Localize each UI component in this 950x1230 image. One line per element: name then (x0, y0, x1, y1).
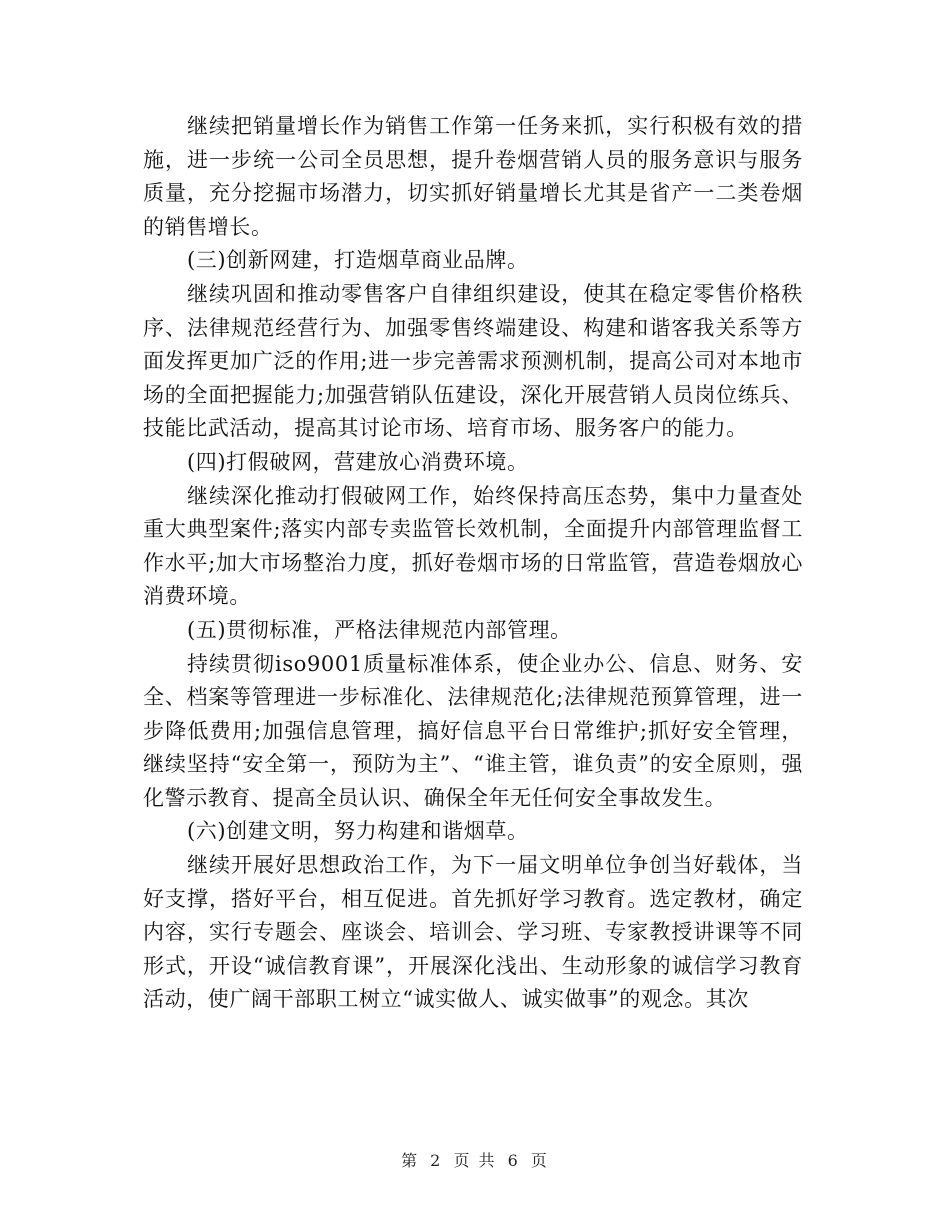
body-paragraph: 继续把销量增长作为销售工作第一任务来抓，实行积极有效的措施，进一步统一公司全员思想，提升卷烟营销人员的服务意识与服务质量，充分挖掘市场潜力，切实抓好销量增长尤其是省产一二类卷烟的销售增长。 (143, 114, 803, 239)
section-heading: (三)创新网建，打造烟草商业品牌。 (187, 248, 529, 273)
footer-prefix: 第 (401, 1151, 420, 1170)
body-paragraph: 继续开展好思想政治工作，为下一届文明单位争创当好载体，当好支撑，搭好平台，相互促进。首先抓好学习教育。选定教材，确定内容，实行专题会、座谈会、培训会、学习班、专家教授讲课等不同形式，开设“诚信教育课”，开展深化浅出、生动形象的诚信学习教育活动，使广阔干部职工树立“诚实做人、诚实做事”的观念。其次 (143, 853, 803, 1012)
page-footer (0, 1148, 950, 1171)
footer-current-page: 2 (430, 1151, 443, 1170)
body-paragraph: 继续深化推动打假破网工作，始终保持高压态势，集中力量查处重大典型案件;落实内部专卖监管长效机制，全面提升内部管理监督工作水平;加大市场整治力度，抓好卷烟市场的日常监管，营造卷烟放心消费环境。 (143, 483, 803, 609)
footer-suffix: 页 (530, 1151, 549, 1170)
body-paragraph: 持续贯彻iso9001质量标准体系，使企业办公、信息、财务、安全、档案等管理进一步标准化、法律规范化;法律规范预算管理，进一步降低费用;加强信息管理，搞好信息平台日常维护;抓好安全管理，继续坚持“安全第一，预防为主”、“谁主管，谁负责”的安全原则，强化警示教育、提高全员认识、确保全年无任何安全事故发生。 (143, 651, 803, 810)
section-heading: (六)创建文明，努力构建和谐烟草。 (187, 819, 529, 844)
body-paragraph: 继续巩固和推动零售客户自律组织建设，使其在稳定零售价格秩序、法律规范经营行为、加强零售终端建设、构建和谐客我关系等方面发挥更加广泛的作用;进一步完善需求预测机制，提高公司对本地市场的全面把握能力;加强营销队伍建设，深化开展营销人员岗位练兵、技能比武活动，提高其讨论市场、培育市场、服务客户的能力。 (143, 281, 803, 441)
section-heading: (五)贯彻标准，严格法律规范内部管理。 (187, 617, 572, 642)
footer-total-pages: 6 (507, 1151, 520, 1170)
document-page (143, 110, 803, 1017)
footer-middle: 页 共 (453, 1151, 497, 1170)
section-heading: (四)打假破网，营建放心消费环境。 (187, 449, 529, 474)
